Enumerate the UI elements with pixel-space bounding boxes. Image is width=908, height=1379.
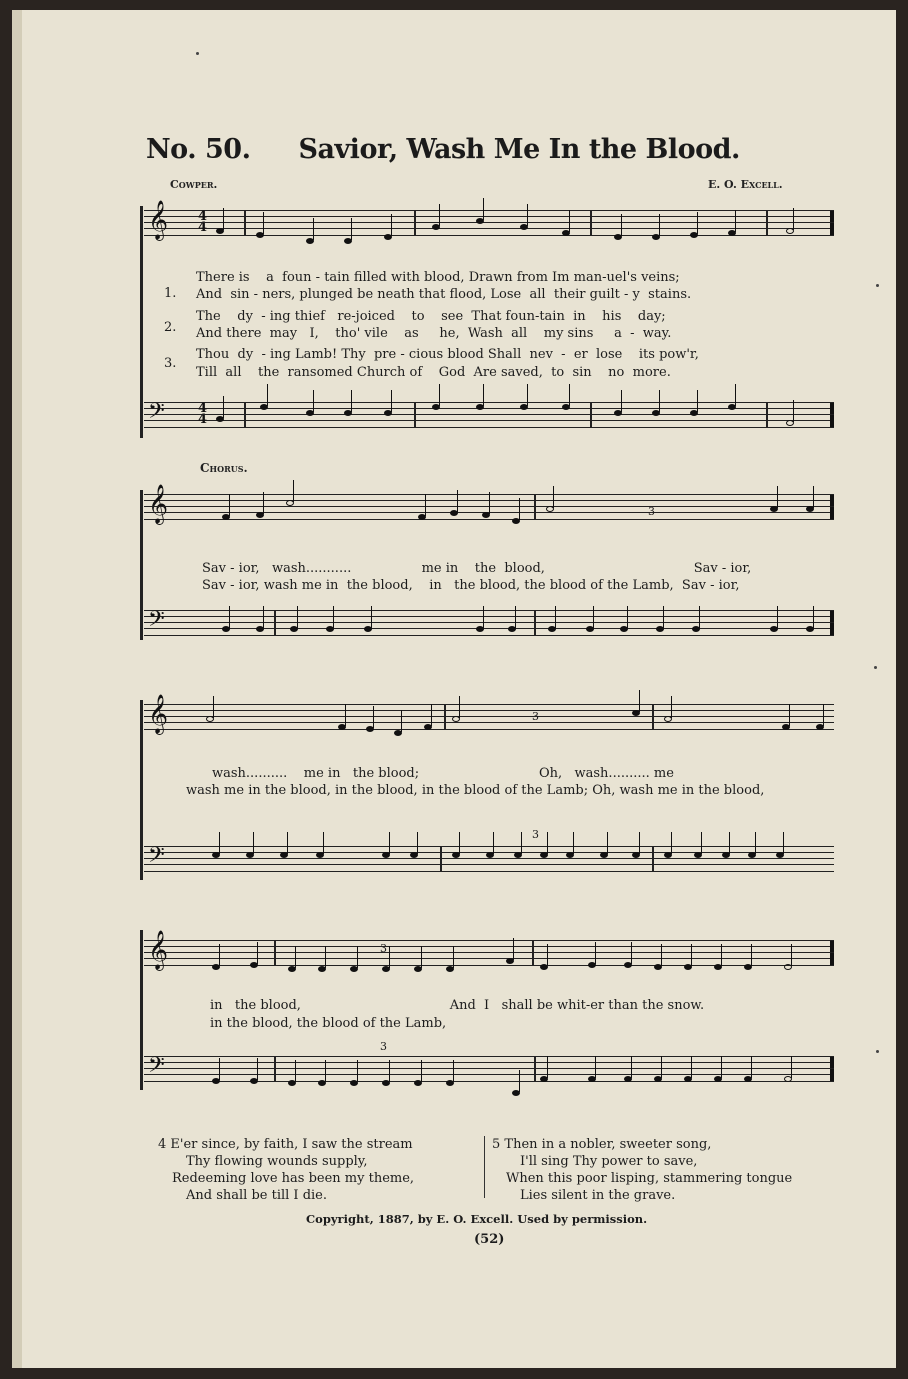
note-stem (553, 486, 554, 508)
bass-staff: 𝄢 4 4 (144, 402, 834, 428)
note-stem (519, 498, 520, 520)
note-stem (493, 832, 494, 854)
note-stem (631, 1056, 632, 1078)
note-stem (547, 944, 548, 966)
note-stem (671, 832, 672, 854)
hymn-title: Savior, Wash Me In the Blood. (298, 134, 740, 165)
note-stem (783, 832, 784, 854)
chorus-2-line-2: wash me in the blood, in the blood, in the blood of the Lamb; Oh, wash me in the blood, (186, 783, 765, 798)
note-stem (483, 384, 484, 406)
chorus-3-line-1: in the blood, And I shall be whit-er than the snow. (210, 998, 705, 1013)
note-stem (313, 390, 314, 412)
chorus-3-line-2: in the blood, the blood of the Lamb, (210, 1016, 447, 1031)
note-stem (489, 492, 490, 514)
note-stem (313, 218, 314, 240)
note-stem (735, 384, 736, 406)
chorus-1-line-2: Sav - ior, wash me in the blood, in the blood, the blood of the Lamb, Sav - ior, (202, 578, 740, 593)
note-stem (351, 218, 352, 240)
note-stem (325, 1060, 326, 1082)
note-stem (777, 606, 778, 628)
verse-3-line-1: Thou dy - ing Lamb! Thy pre - cious blood Shall nev - er lose its pow'r, (196, 347, 699, 362)
note-stem (521, 832, 522, 854)
stanza-5: 5 Then in a nobler, sweeter song, I'll sing Thy power to save, When this poor lisping, stammering tongue Lies silent in the grave. (492, 1137, 793, 1203)
copyright-notice: Copyright, 1887, by E. O. Excell. Used by permission. (306, 1212, 648, 1226)
note-stem (755, 832, 756, 854)
verse-3-line-2: Till all the ransomed Church of God Are saved, to sin no more. (196, 365, 671, 380)
note-stem (735, 210, 736, 232)
note-stem (547, 1056, 548, 1078)
note-stem (573, 832, 574, 854)
note-stem (345, 704, 346, 726)
music-system-3: 𝄞 𝄢 (144, 700, 834, 880)
note-stem (333, 606, 334, 628)
note-stem (621, 214, 622, 236)
note-stem (373, 706, 374, 728)
note-stem (793, 208, 794, 230)
music-system-4: 𝄞 𝄢 (144, 930, 834, 1090)
page-number: (52) (474, 1232, 505, 1247)
note-stem (659, 390, 660, 412)
hymn-title-line (146, 134, 746, 165)
note-stem (267, 384, 268, 406)
time-signature: 4 4 (198, 209, 208, 235)
triplet-label: 3 (648, 505, 655, 518)
note-stem (229, 606, 230, 628)
note-stem (453, 1060, 454, 1082)
note-stem (595, 1056, 596, 1078)
verse-2-line-2: And there may I, tho' vile as he, Wash all my sins a - way. (196, 326, 672, 341)
verse-number: 3. (164, 356, 177, 371)
note-stem (439, 204, 440, 226)
note-stem (515, 606, 516, 628)
note-stem (547, 832, 548, 854)
note-stem (661, 944, 662, 966)
note-stem (639, 690, 640, 712)
note-stem (595, 942, 596, 964)
note-stem (459, 832, 460, 854)
note-stem (263, 212, 264, 234)
note-stem (431, 704, 432, 726)
note-stem (421, 1060, 422, 1082)
note-stem (671, 696, 672, 718)
note-stem (791, 944, 792, 966)
note-stem (229, 494, 230, 516)
note-stem (639, 832, 640, 854)
note-stem (421, 946, 422, 968)
note-stem (789, 704, 790, 726)
note-stem (213, 696, 214, 718)
note-stem (691, 944, 692, 966)
composer-credit: E. O. Excell. (708, 178, 783, 191)
note-stem (453, 946, 454, 968)
hymn-number: No. 50. (146, 134, 251, 165)
note-stem (223, 396, 224, 418)
note-stem (593, 606, 594, 628)
note-stem (293, 480, 294, 502)
note-stem (263, 492, 264, 514)
note-stem (459, 696, 460, 718)
note-stem (425, 494, 426, 516)
note-stem (777, 486, 778, 508)
bass-clef-icon: 𝄢 (148, 399, 165, 429)
note-stem (287, 832, 288, 854)
note-stem (699, 606, 700, 628)
note-stem (627, 606, 628, 628)
note-stem (631, 942, 632, 964)
note-stem (721, 944, 722, 966)
verse-number: 1. (164, 286, 177, 301)
note-stem (389, 832, 390, 854)
note-stem (483, 198, 484, 220)
stanza-divider (484, 1136, 485, 1198)
verse-1-line-2: And sin - ners, plunged be neath that flood, Lose all their guilt - y stains. (196, 287, 692, 302)
note-stem (391, 390, 392, 412)
treble-clef-icon: 𝄞 (148, 200, 169, 240)
note-stem (325, 946, 326, 968)
note-stem (351, 390, 352, 412)
note-stem (223, 208, 224, 230)
author-credit: Cowper. (170, 178, 218, 191)
note-stem (813, 486, 814, 508)
stanza-4: 4 E'er since, by faith, I saw the stream Thy flowing wounds supply, Redeeming love has been my theme, And shall be till I die. (158, 1137, 415, 1203)
note-stem (751, 944, 752, 966)
note-stem (659, 214, 660, 236)
note-stem (661, 1056, 662, 1078)
note-stem (791, 1056, 792, 1078)
note-stem (823, 704, 824, 726)
note-stem (219, 944, 220, 966)
note-stem (357, 1060, 358, 1082)
note-stem (751, 1056, 752, 1078)
note-stem (527, 204, 528, 226)
note-stem (721, 1056, 722, 1078)
note-stem (401, 710, 402, 732)
note-stem (257, 942, 258, 964)
note-stem (691, 1056, 692, 1078)
note-stem (357, 946, 358, 968)
note-stem (439, 384, 440, 406)
music-system-2: 𝄞 𝄢 (144, 490, 834, 640)
note-stem (569, 210, 570, 232)
chorus-1-line-1: Sav - ior, wash........... me in the blood, Sav - ior, (202, 561, 752, 576)
note-stem (483, 606, 484, 628)
note-stem (569, 384, 570, 406)
note-stem (297, 606, 298, 628)
note-stem (513, 938, 514, 960)
verse-1-line-1: There is a foun - tain filled with blood, Drawn from Im man-uel's veins; (196, 270, 680, 285)
note-stem (263, 606, 264, 628)
verse-2-line-1: The dy - ing thief re-joiced to see That foun-tain in his day; (196, 309, 666, 324)
note-stem (253, 832, 254, 854)
note-stem (371, 606, 372, 628)
note-stem (729, 832, 730, 854)
note-stem (697, 212, 698, 234)
note-stem (555, 606, 556, 628)
chorus-2-line-1: wash.......... me in the blood; Oh, wash.......... me (212, 766, 674, 781)
note-stem (417, 832, 418, 854)
note-stem (295, 1060, 296, 1082)
note-stem (295, 946, 296, 968)
note-stem (389, 946, 390, 968)
note-stem (527, 384, 528, 406)
note-stem (813, 606, 814, 628)
note-stem (621, 390, 622, 412)
note-stem (663, 606, 664, 628)
note-stem (391, 214, 392, 236)
note-stem (793, 400, 794, 422)
note-stem (219, 1058, 220, 1080)
note-stem (519, 1070, 520, 1092)
note-stem (701, 832, 702, 854)
note-stem (323, 832, 324, 854)
verse-number: 2. (164, 320, 177, 335)
note-stem (219, 832, 220, 854)
note-stem (389, 1060, 390, 1082)
note-stem (257, 1058, 258, 1080)
note-stem (697, 390, 698, 412)
chorus-label: Chorus. (200, 461, 248, 475)
note-stem (607, 832, 608, 854)
note-stem (457, 490, 458, 512)
